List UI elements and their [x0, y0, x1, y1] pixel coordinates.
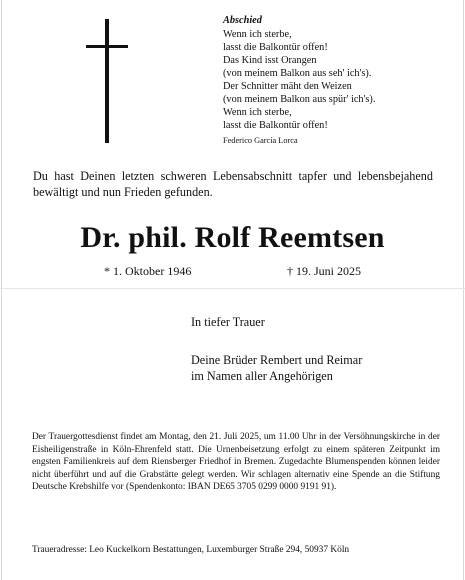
poem-line: lasst die Balkontür offen!	[223, 120, 328, 131]
mourning-address: Traueradresse: Leo Kuckelkorn Bestattungen, Luxemburger Straße 294, 50937 Köln	[32, 545, 350, 555]
cross-horizontal-bar	[86, 45, 128, 48]
cross-vertical-bar	[105, 19, 109, 143]
page-edge-left	[1, 0, 2, 580]
page-edge-right	[463, 0, 464, 580]
death-date: † 19. Juni 2025	[287, 264, 362, 278]
poem-title: Abschied	[223, 15, 262, 26]
poem-line: Der Schnitter mäht den Weizen	[223, 81, 352, 92]
poem-author: Federico García Lorca	[223, 136, 298, 145]
poem-line: Wenn ich sterbe,	[223, 107, 292, 118]
deceased-name: Dr. phil. Rolf Reemtsen	[80, 221, 385, 254]
poem-line: (von meinem Balkon aus seh' ich's).	[223, 68, 372, 79]
cross-icon	[86, 19, 128, 143]
family-line: im Namen aller Angehörigen	[191, 369, 333, 383]
poem-line: Wenn ich sterbe,	[223, 29, 292, 40]
family-signature	[191, 352, 362, 384]
birth-date: * 1. Oktober 1946	[104, 264, 192, 278]
service-details: Der Trauergottesdienst findet am Montag, den 21. Juli 2025, um 11.00 Uhr in der Versöhnungskirche in der Eisheiligenstraße in Köln-Ehrenfeld statt. Die Urnenbeisetzung erfolgt zu einem späteren Zeitpunkt im engsten Familienkreis auf dem Riensberger Friedhof in Bremen. Zugedachte Blumenspenden können leider nicht überführt und auf die Grabstätte gelegt werden. Wir schlagen alternativ eine Spende an die Stiftung Deutsche Krebshilfe vor (Spendenkonto: IBAN DE65 3705 0299 0000 9191 91).	[32, 432, 440, 493]
poem-line: Das Kind isst Orangen	[223, 55, 317, 66]
mourning-line: In tiefer Trauer	[191, 315, 265, 329]
poem-line: lasst die Balkontür offen!	[223, 42, 328, 53]
family-line: Deine Brüder Rembert und Reimar	[191, 353, 363, 367]
poem	[223, 14, 458, 147]
poem-line: (von meinem Balkon aus spür' ich's).	[223, 94, 376, 105]
intro-text: Du hast Deinen letzten schweren Lebensabschnitt tapfer und lebensbejahend bewältigt und nun Frieden gefunden.	[33, 169, 433, 199]
paper-fold-line	[0, 288, 465, 289]
